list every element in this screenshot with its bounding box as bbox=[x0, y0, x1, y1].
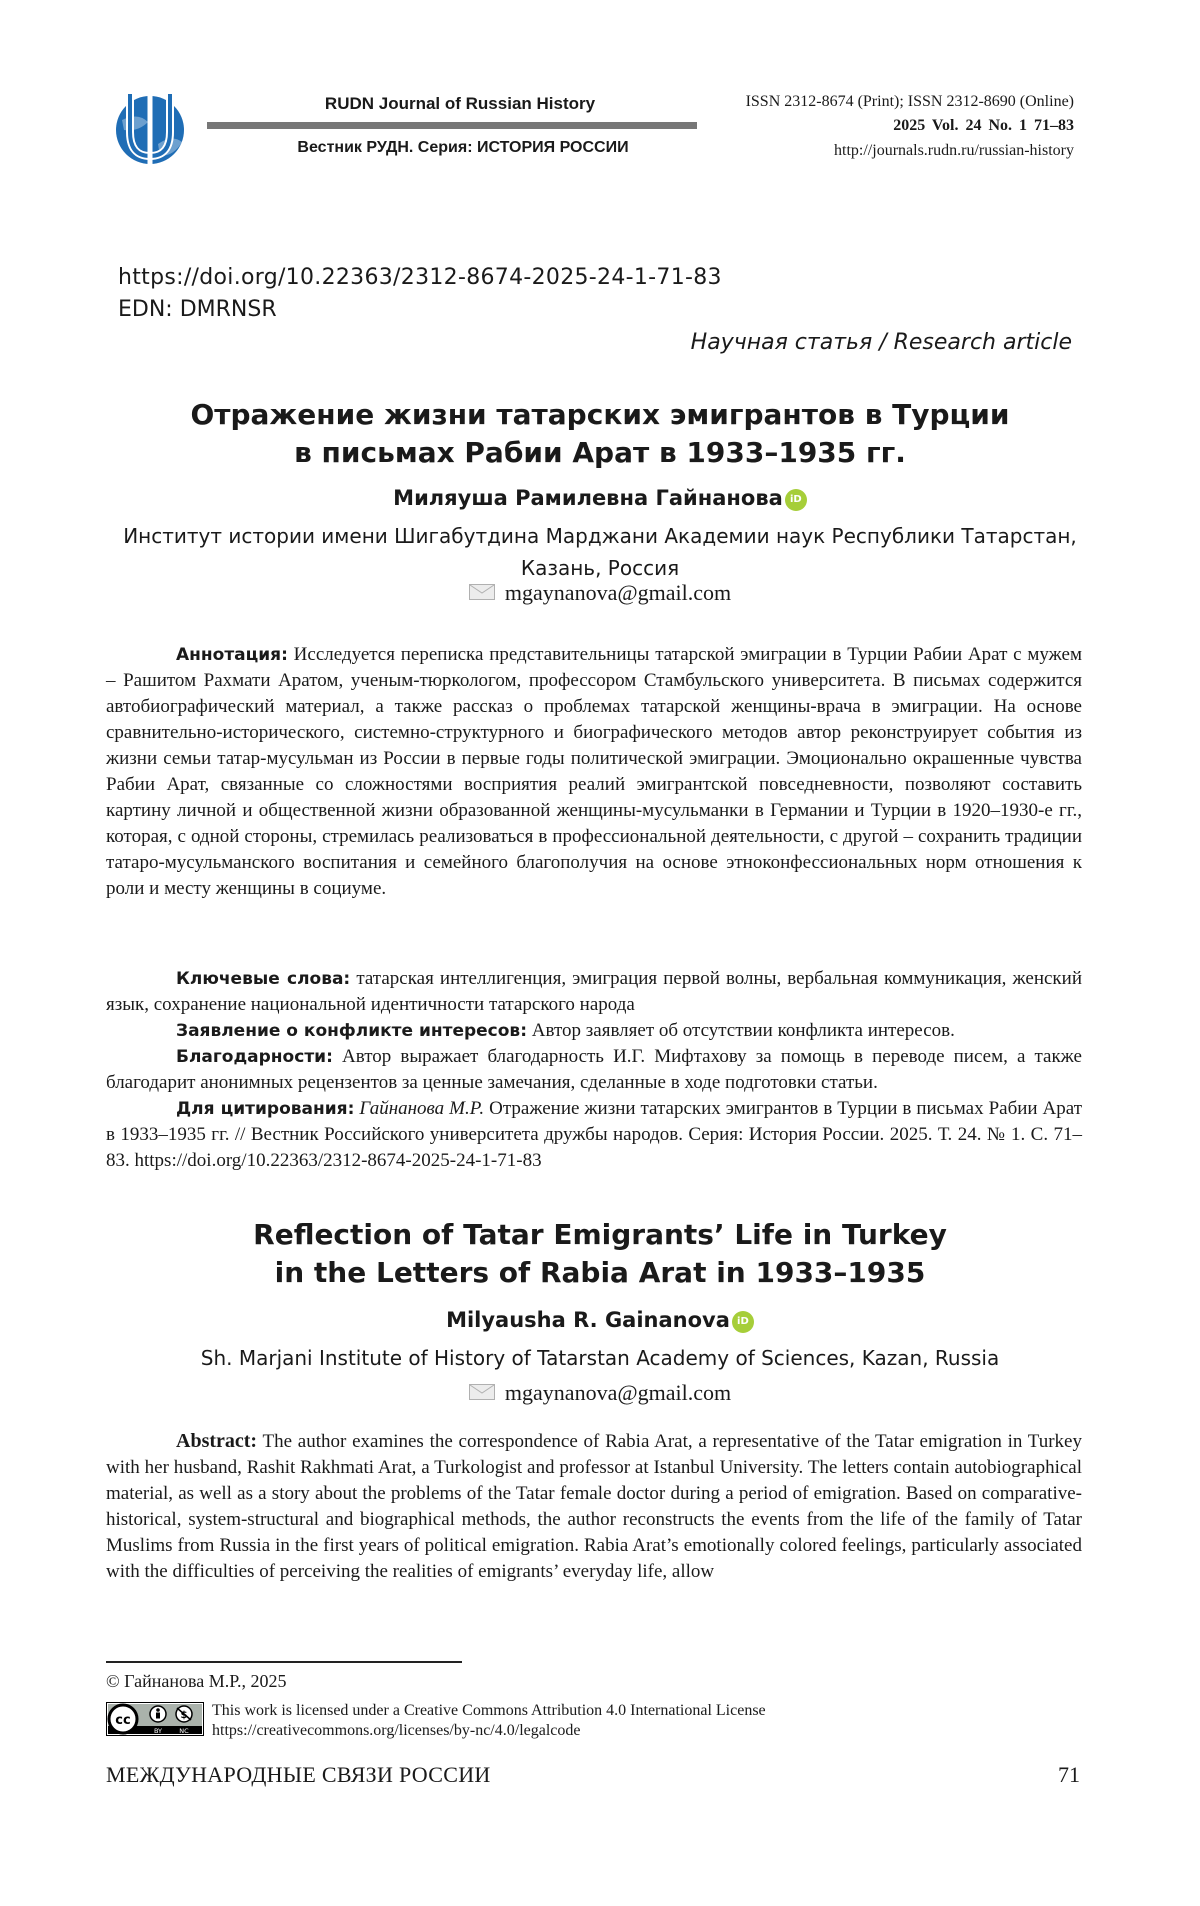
ru-article-title bbox=[100, 396, 1100, 472]
en-title-line-2: in the Letters of Rabia Arat in 1933–1935 bbox=[274, 1256, 926, 1289]
en-author-name: Milyausha R. Gainanova bbox=[446, 1308, 730, 1332]
ru-affiliation bbox=[100, 520, 1100, 584]
ru-abstract bbox=[106, 642, 1082, 902]
license-url-link[interactable]: https://creativecommons.org/licenses/by-nc/4.0/legalcode bbox=[212, 1722, 581, 1739]
citation bbox=[106, 1096, 1082, 1174]
en-title-line-1: Reflection of Tatar Emigrants’ Life in Turkey bbox=[253, 1218, 947, 1251]
journal-url-link[interactable]: http://journals.rudn.ru/russian-history bbox=[834, 142, 1074, 159]
cc-nc-text: NC bbox=[179, 1727, 189, 1735]
ru-abstract-label: Аннотация: bbox=[176, 645, 288, 665]
en-author bbox=[100, 1308, 1100, 1333]
orcid-icon[interactable]: iD bbox=[785, 489, 807, 511]
en-abstract bbox=[106, 1428, 1082, 1585]
ru-abstract-text: Исследуется переписка представительницы татарской эмиграции в Турции Рабии Арат с мужем – Рашитом Рахмати Аратом, ученым-тюркологом, профессором Стамбульского университета. В письмах содержится автобиографический материал, а также рассказ о проблемах татарской женщины-врача в эмиграции. На основе сравнительно-исторического, системно-структурного и биографического методов автор реконструирует события из жизни семьи татар-мусульман из России в первые годы политической эмиграции. Эмоционально окрашенные чувства Рабии Арат, связанные со сложностями восприятия реалий эмигрантской повседневности, позволяют составить картину личной и общественной жизни образованной женщины-мусульманки в Германии и Турции в 1920–1930-е гг., которая, с одной стороны, стремилась реализоваться в профессиональной деятельности, с другой – сохранить традиции татаро-мусульманского воспитания и семейного благополучия на основе этноконфессиональных норм отношения к роли и месту женщины в социуме. bbox=[106, 644, 1082, 899]
ru-email-row bbox=[100, 580, 1100, 606]
ru-keywords-text: татарская интеллигенция, эмиграция первой волны, вербальная коммуникация, женский язык, сохранение национальной идентичности татарского народа bbox=[106, 968, 1082, 1015]
ru-keywords-label: Ключевые слова: bbox=[176, 969, 351, 989]
issue-line: 2025 Vol. 24 No. 1 71–83 bbox=[893, 117, 1074, 134]
cc-license-badge-icon[interactable] bbox=[106, 1702, 204, 1736]
article-type: Научная статья / Research article bbox=[690, 330, 1072, 355]
journal-logo-icon bbox=[108, 86, 192, 170]
license-line-1: This work is licensed under a Creative Commons Attribution 4.0 International License bbox=[212, 1702, 766, 1719]
envelope-icon bbox=[469, 1380, 495, 1396]
ru-keywords bbox=[106, 966, 1082, 1018]
footer-journal-section: МЕЖДУНАРОДНЫЕ СВЯЗИ РОССИИ bbox=[106, 1762, 491, 1787]
edn-line: EDN: DMRNSR bbox=[118, 297, 277, 322]
license-text bbox=[212, 1701, 766, 1741]
doi-link[interactable]: https://doi.org/10.22363/2312-8674-2025-24-1-71-83 bbox=[118, 265, 722, 290]
conflict-label: Заявление о конфликте интересов: bbox=[176, 1021, 527, 1041]
ru-affiliation-line-1: Институт истории имени Шигабутдина Марджани Академии наук Республики Татарстан, bbox=[123, 524, 1077, 548]
en-email-link[interactable]: mgaynanova@gmail.com bbox=[504, 1380, 732, 1405]
citation-label: Для цитирования: bbox=[176, 1099, 355, 1119]
ru-title-line-2: в письмах Рабии Арат в 1933–1935 гг. bbox=[294, 436, 906, 469]
acknowledgements bbox=[106, 1044, 1082, 1096]
copyright: © Гайнанова М.Р., 2025 bbox=[106, 1671, 287, 1691]
citation-author: Гайнанова М.Р. bbox=[359, 1098, 485, 1119]
envelope-icon bbox=[469, 580, 495, 596]
en-article-title bbox=[100, 1216, 1100, 1292]
footnote-divider bbox=[106, 1661, 462, 1663]
page-number: 71 bbox=[1058, 1762, 1080, 1787]
header-divider bbox=[207, 122, 697, 129]
conflict-statement bbox=[106, 1018, 1082, 1044]
issn-line: ISSN 2312-8674 (Print); ISSN 2312-8690 (Online) bbox=[745, 93, 1074, 110]
thanks-label: Благодарности: bbox=[176, 1047, 333, 1067]
cc-text: cc bbox=[115, 1713, 131, 1728]
journal-title-en: RUDN Journal of Russian History bbox=[324, 94, 596, 113]
conflict-text: Автор заявляет об отсутствии конфликта интересов. bbox=[531, 1020, 955, 1041]
journal-title-ru: Вестник РУДН. Серия: ИСТОРИЯ РОССИИ bbox=[297, 139, 629, 156]
thanks-text: Автор выражает благодарность И.Г. Мифтахову за помощь в переводе писем, а также благодарит анонимных рецензентов за ценные замечания, сделанные в ходе подготовки статьи. bbox=[106, 1046, 1082, 1093]
en-abstract-text: The author examines the correspondence of Rabia Arat, a representative of the Tatar emigration in Turkey with her husband, Rashit Rakhmati Arat, a Turkologist and professor at Istanbul University. The letters contain autobiographical material, as well as a story about the problems of the Tatar female doctor during a period of emigration. Based on comparative-historical, system-structural and biographical methods, the author reconstructs the events from the life of the family of Tatar Muslims from Russia in the first years of political emigration. Rabia Arat’s emotionally colored feelings, particularly associated with the difficulties of perceiving the realities of emigrants’ everyday life, allow bbox=[106, 1431, 1082, 1582]
en-email-row bbox=[100, 1380, 1100, 1406]
citation-text: Отражение жизни татарских эмигрантов в Турции в письмах Рабии Арат в 1933–1935 гг. // Вестник Российского университета дружбы народов. Серия: История России. 2025. Т. 24. № 1. С. 71–83. https://doi.org/10.22363/2312-8674-2025-24-1-71-83 bbox=[106, 1098, 1083, 1171]
ru-author-name: Миляуша Рамилевна Гайнанова bbox=[393, 486, 783, 510]
ru-email-link[interactable]: mgaynanova@gmail.com bbox=[504, 580, 732, 605]
ru-author bbox=[100, 486, 1100, 511]
ru-title-line-1: Отражение жизни татарских эмигрантов в Турции bbox=[190, 398, 1010, 431]
en-abstract-label: Abstract: bbox=[176, 1430, 258, 1452]
orcid-icon[interactable]: iD bbox=[732, 1311, 754, 1333]
cc-by-text: BY bbox=[153, 1727, 163, 1735]
ru-affiliation-line-2: Казань, Россия bbox=[520, 556, 680, 580]
en-affiliation: Sh. Marjani Institute of History of Tatarstan Academy of Sciences, Kazan, Russia bbox=[200, 1346, 1000, 1370]
svg-text:$: $ bbox=[180, 1710, 188, 1721]
